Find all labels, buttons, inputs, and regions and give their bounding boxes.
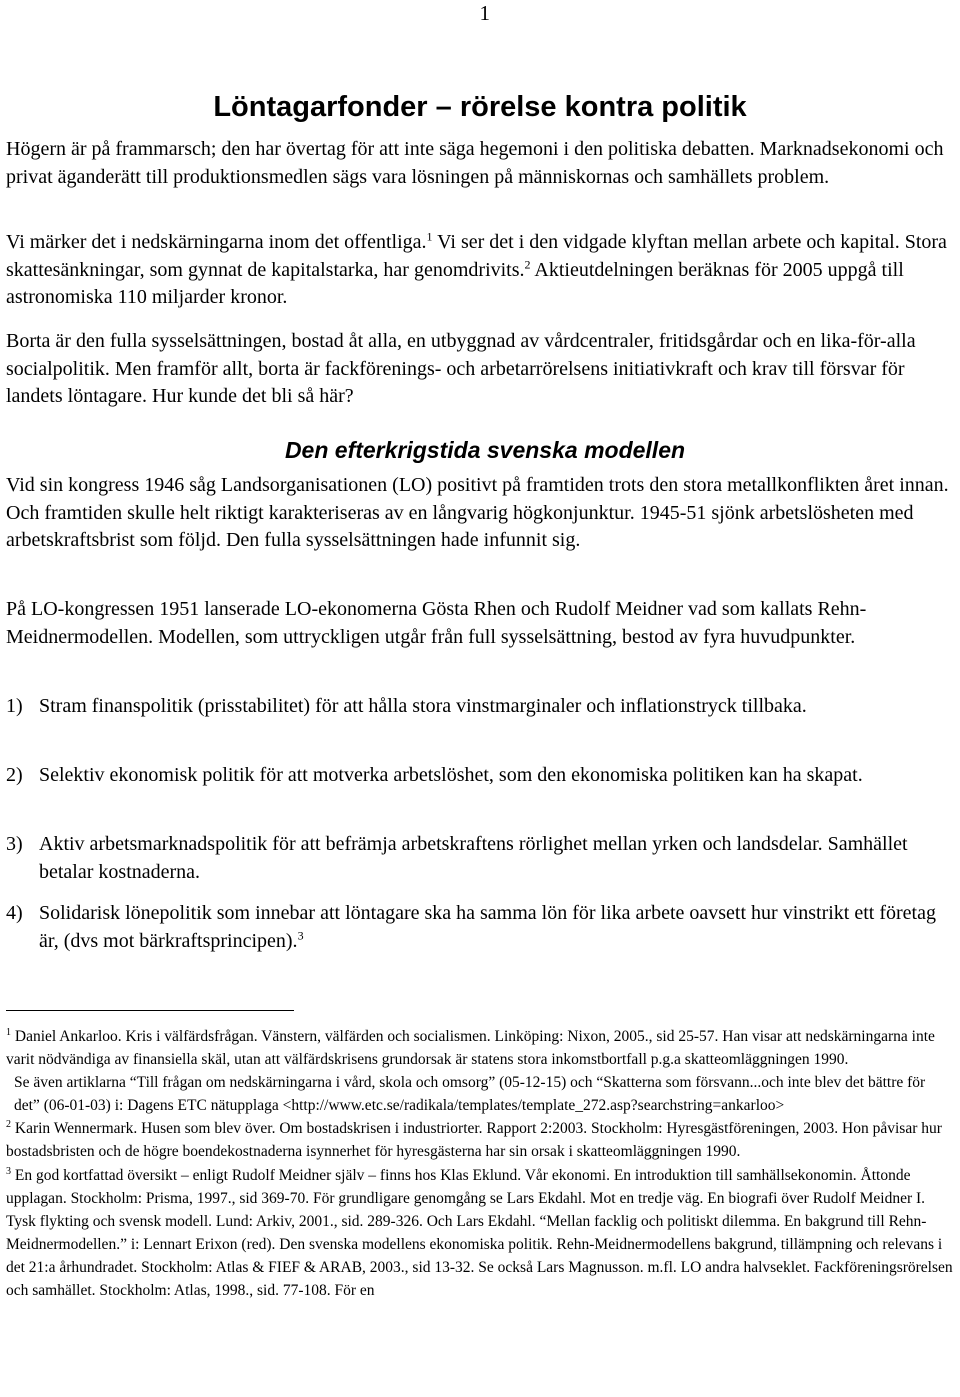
footnote-2 [6, 1117, 954, 1163]
list-item-number: 1) [6, 695, 23, 717]
page-number: 1 [479, 1, 490, 25]
list-item-text-body: Solidarisk lönepolitik som innebar att löntagare ska ha samma lön för lika arbete oavsett hur vinstrikt ett företag är, (dvs mot bärkraftsprincipen). [39, 902, 936, 952]
list-item-text: Stram finanspolitik (prisstabilitet) för att hålla stora vinstmarginaler och inflationstryck tillbaka. [39, 695, 807, 717]
list-item-number: 2) [6, 764, 23, 786]
list-item-text: Aktiv arbetsmarknadspolitik för att befrämja arbetskraftens rörlighet mellan yrken och landsdelar. Samhället betalar kostnaderna. [39, 833, 908, 883]
footnote-1 [6, 1025, 954, 1071]
footnote-separator [6, 1010, 294, 1011]
section-paragraph-1: Vid sin kongress 1946 såg Landsorganisationen (LO) positivt på framtiden trots den stora metallkonflikten året innan. Och framtiden skulle helt riktigt karakteriseras av en långvarig högkonjunktur. 1945-51 sjönk arbetslösheten med arbetskraftsbrist som följd. Den fulla sysselsättningen hade infunnit sig. [6, 474, 949, 552]
intro-paragraph-1: Högern är på frammarsch; den har övertag för att inte säga hegemoni i den politiska debatten. Marknadsekonomi och privat äganderätt till produktionsmedlen sägs vara lösningen på människornas och samhällets problem. [6, 138, 944, 188]
footnotes [6, 1025, 954, 1302]
intro-paragraph-2-text-a: Vi märker det i nedskärningarna inom det offentliga. [6, 231, 427, 253]
section-title: Den efterkrigstida svenska modellen [284, 437, 686, 463]
document-title: Löntagarfonder – rörelse kontra politik [213, 91, 747, 123]
footnote-3-text: En god kortfattad översikt – enligt Rudolf Meidner själv – finns hos Klas Eklund. Vår ekonomi. En introduktion till samhällsekonomin. Åttonde upplagan. Stockholm: Prisma, 1997., sid 369-70. För grundligare genomgång se Lars Ekdahl. Mot en tredje väg. En biografi över Rudolf Meidner I. Tysk flykting och svensk modell. Lund: Arkiv, 2001., sid. 289-326. Och Lars Ekdahl. “Mellan facklig och politiskt dilemma. En bakgrund till Rehn-Meidnermodellen.” i: Lennart Erixon (red). Den svenska modellens ekonomiska politik. Rehn-Meidnermodellens bakgrund, tillämpning och relevans i det 21:a århundradet. Stockholm: Atlas & FIEF & ARAB, 2003., sid 13-32. Se också Lars Magnusson. m.fl. LO andra halvseklet. Fackföreningsrörelsen och samhället. Stockholm: Atlas, 1998., sid. 77-108. För en [6, 1166, 953, 1300]
footnote-ref-3[interactable]: 3 [297, 928, 304, 943]
section-paragraph-2: På LO-kongressen 1951 lanserade LO-ekonomerna Gösta Rhen och Rudolf Meidner vad som kallats Rehn-Meidnermodellen. Modellen, som uttryckligen utgår från full sysselsättning, bestod av fyra huvudpunkter. [6, 598, 867, 648]
footnote-2-text: Karin Wennermark. Husen som blev över. Om bostadskrisen i industriorter. Rapport 2:2003. Stockholm: Hyresgästföreningen, 2003. Hon påvisar hur bostadsbristen och de högre boendekostnaderna isynnerhet för hyresgästerna har sin orsak i skatteomläggningen 1990. [6, 1120, 942, 1161]
intro-paragraph-2-text-c: Aktieutdelningen beräknas för 2005 uppgå till astronomiska 110 miljarder kronor. [6, 258, 904, 309]
list-item [6, 761, 954, 789]
list-item [6, 899, 954, 955]
footnote-1-number: 1 [6, 1026, 11, 1038]
list-item [6, 692, 954, 720]
footnote-3 [6, 1164, 954, 1303]
intro-paragraph-2-text-b: Vi ser det i den vidgade klyftan mellan arbete och kapital. Stora skattesänkningar, som gynnat de kapitalstarka, har genomdrivits. [6, 231, 947, 281]
footnote-3-number: 3 [6, 1165, 11, 1177]
footnote-ref-1[interactable]: 1 [426, 229, 433, 244]
list-item [6, 830, 954, 886]
footnote-ref-2[interactable]: 2 [524, 256, 531, 271]
list-item-text: Selektiv ekonomisk politik för att motverka arbetslöshet, som den ekonomiska politiken kan ha skapat. [39, 764, 863, 786]
footnote-1-text: Daniel Ankarloo. Kris i välfärdsfrågan. Vänstern, välfärden och socialismen. Linköping: Nixon, 2005., sid 25-57. Han visar att nedskärningarna inte varit nödvändiga av finansiella skäl, utan att välfärdskrisens grundorsak är statens stora inkomstbortfall p.g.a skatteomläggningen 1990. [6, 1028, 935, 1069]
footnote-1-extra: Se även artiklarna “Till frågan om nedskärningarna i vård, skola och omsorg” (05-12-15) och “Skatterna som försvann...och inte blev det bättre för det” (06-01-03) i: Dagens ETC nätupplaga <http://www.etc.se/radikala/templates/template_272.asp?searchstring=ankarloo> [14, 1074, 926, 1115]
list-item-number: 3) [6, 833, 23, 855]
intro-paragraph-2 [6, 229, 954, 312]
footnote-2-number: 2 [6, 1119, 11, 1131]
list-item-text [39, 899, 954, 955]
intro-paragraph-3: Borta är den fulla sysselsättningen, bostad åt alla, en utbyggnad av vårdcentraler, fritidsgårdar och en lika-för-alla socialpolitik. Men framför allt, borta är fackförenings- och arbetarrörelsens initiativkraft och krav till försvar för landets löntagare. Hur kunde det bli så här? [6, 330, 916, 408]
list-item-number: 4) [6, 902, 23, 924]
